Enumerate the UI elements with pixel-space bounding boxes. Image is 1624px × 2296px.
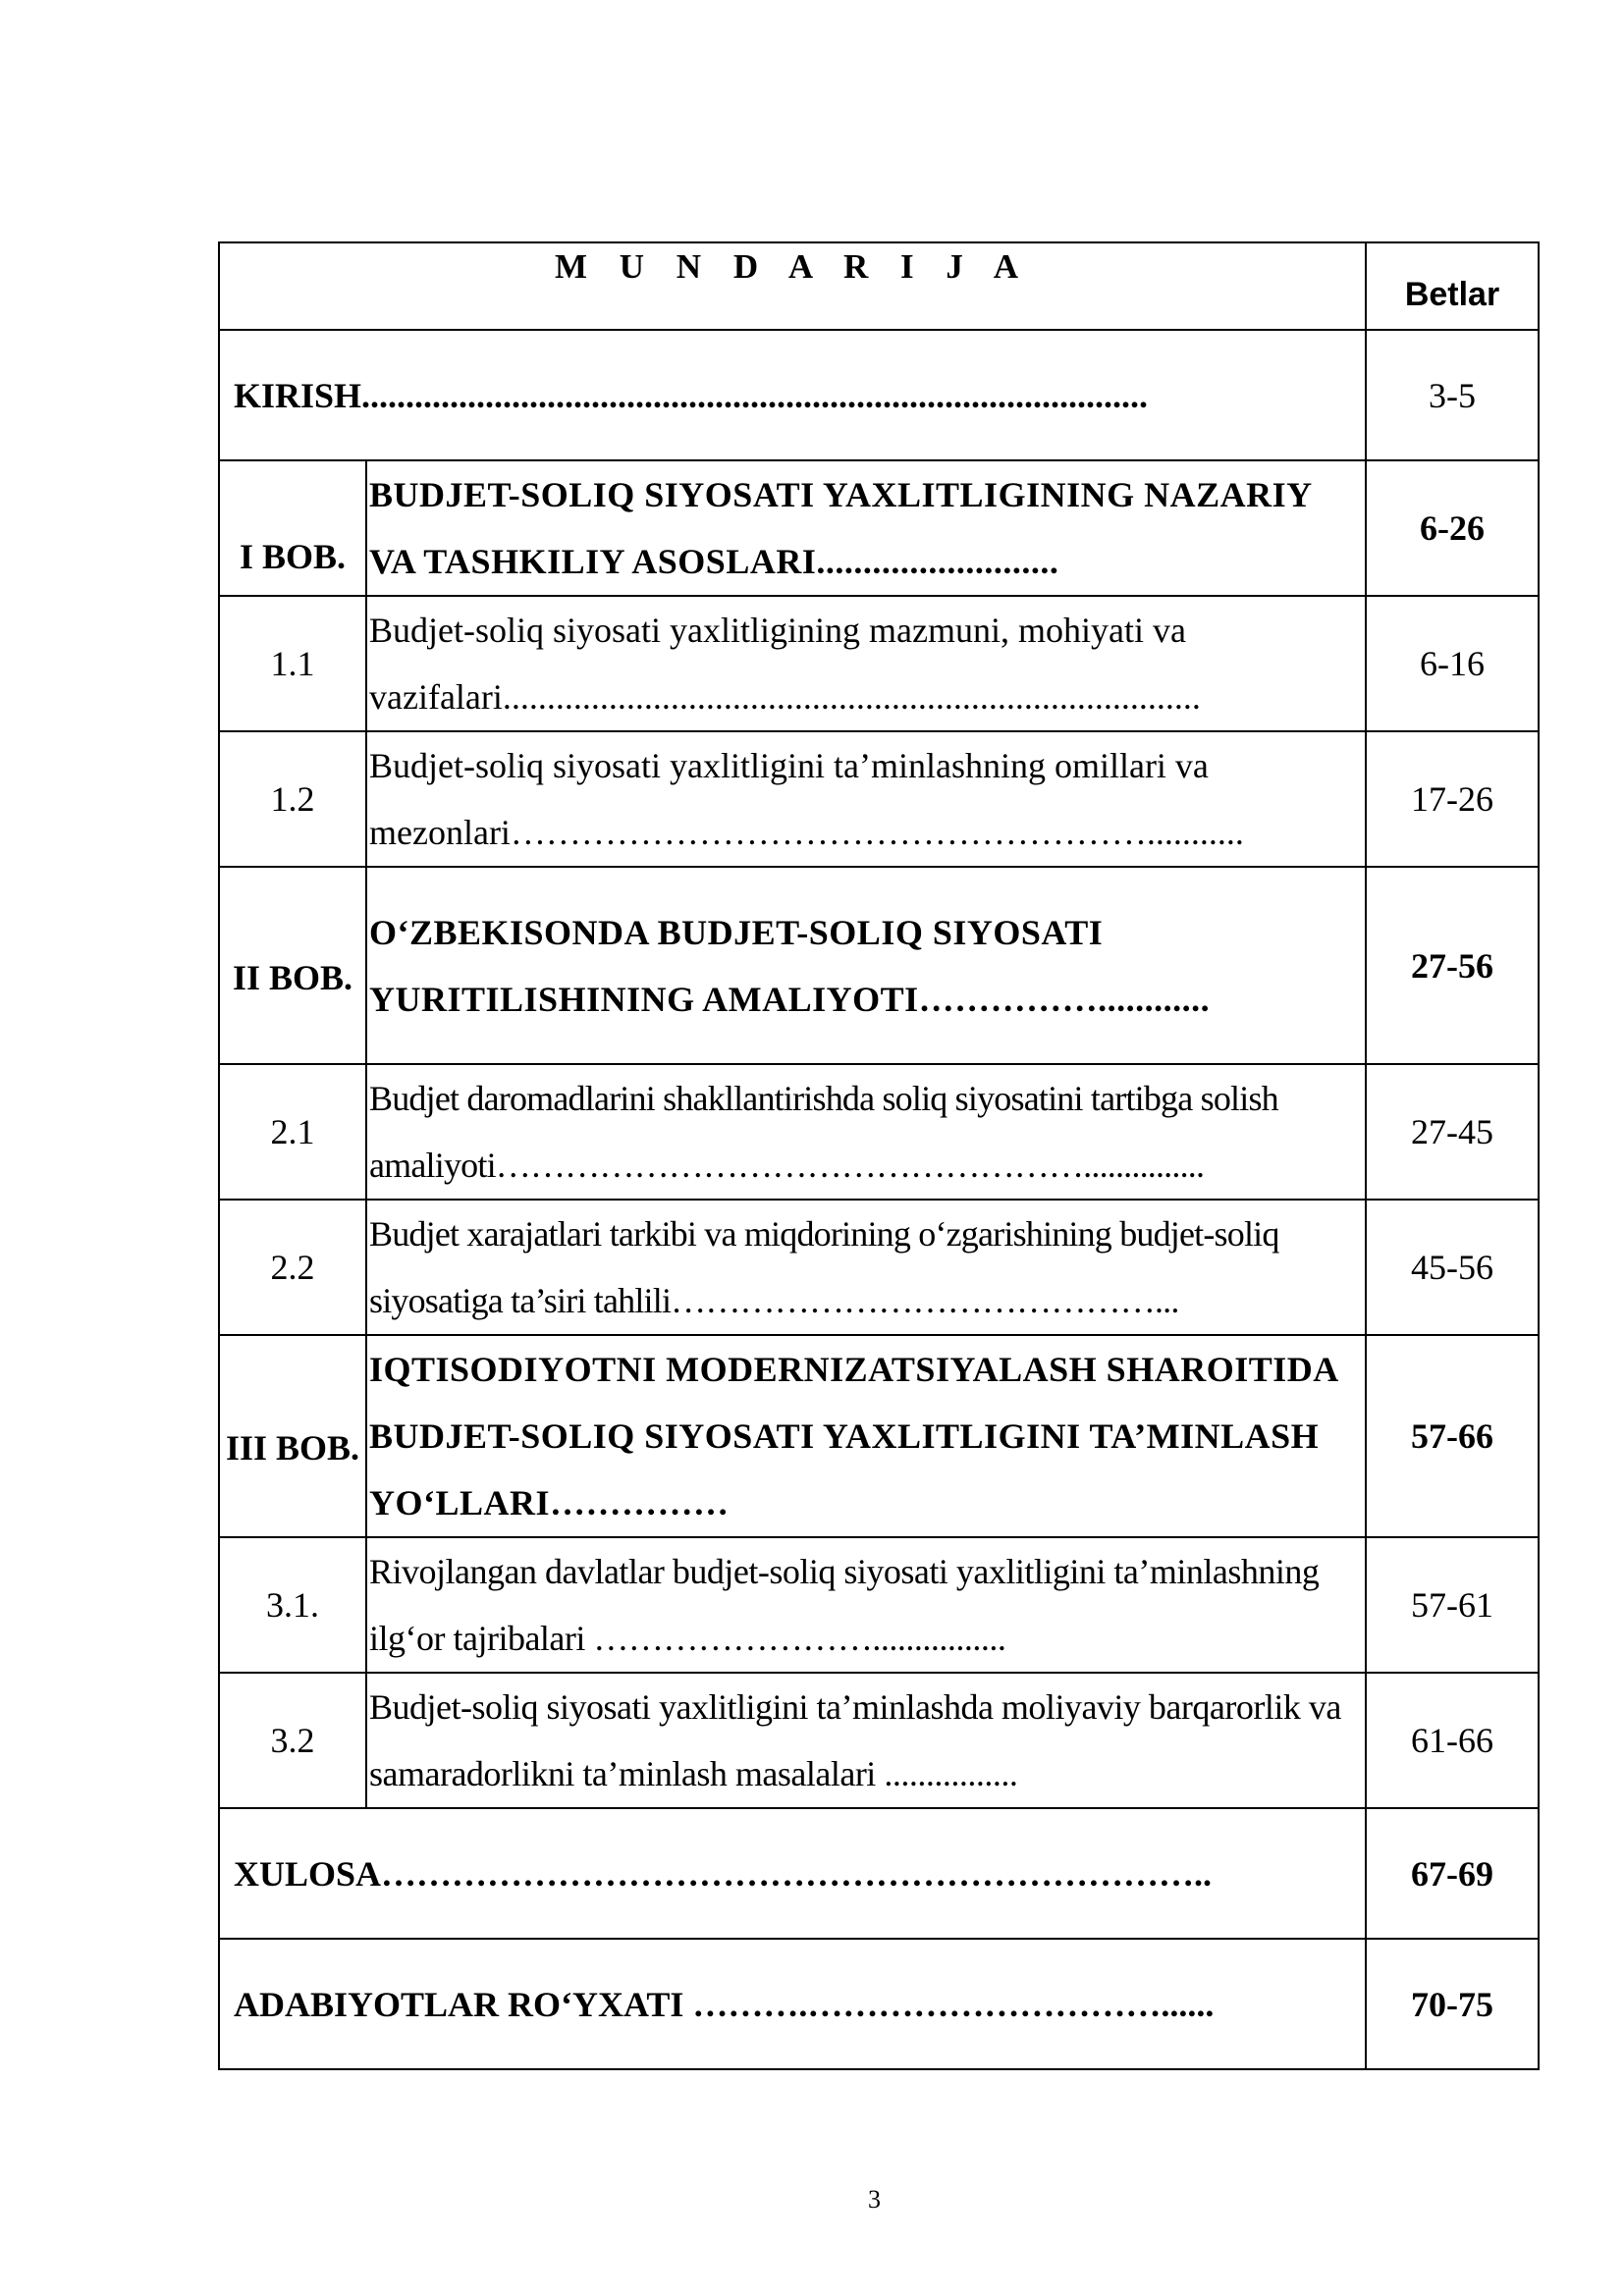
toc-row-section-1-2 [219, 731, 1539, 867]
page-number: 3 [868, 2185, 881, 2214]
toc-entry-number: 2.2 [219, 1200, 366, 1335]
toc-entry-number: I BOB. [219, 460, 366, 596]
toc-entry-title: Budjet-soliq siyosati yaxlitligining mazmuni, mohiyati va vazifalari............................................................................... [366, 596, 1366, 731]
toc-entry-title: O‘ZBEKISONDA BUDJET-SOLIQ SIYOSATI YURITILISHINING AMALIYOTI……………............ [366, 867, 1366, 1064]
toc-entry-pages: 57-61 [1366, 1537, 1539, 1673]
toc-entry-number: 3.1. [219, 1537, 366, 1673]
toc-row-chapter-3 [219, 1335, 1539, 1537]
toc-entry-number: 1.1 [219, 596, 366, 731]
toc-row-introduction [219, 330, 1539, 460]
toc-row-section-3-2 [219, 1673, 1539, 1808]
toc-entry-number: II BOB. [219, 867, 366, 1064]
toc-entry-title: ADABIYOTLAR RO‘YXATI ……….…………………………...... [219, 1939, 1366, 2069]
toc-entry-pages: 57-66 [1366, 1335, 1539, 1537]
toc-entry-number: 2.1 [219, 1064, 366, 1200]
toc-row-section-2-2 [219, 1200, 1539, 1335]
toc-heading: M U N D A R I J A [219, 242, 1366, 330]
toc-entry-number: III BOB. [219, 1335, 366, 1537]
toc-entry-title: Budjet xarajatlari tarkibi va miqdorining o‘zgarishining budjet-soliq siyosatiga ta’siri tahlili……………………………………... [366, 1200, 1366, 1335]
toc-entry-pages: 27-45 [1366, 1064, 1539, 1200]
toc-row-section-2-1 [219, 1064, 1539, 1200]
toc-entry-pages: 3-5 [1366, 330, 1539, 460]
toc-entry-title: XULOSA…………………………………………………………….. [219, 1808, 1366, 1939]
table-of-contents [218, 241, 1540, 2070]
toc-entry-pages: 6-16 [1366, 596, 1539, 731]
toc-entry-pages: 67-69 [1366, 1808, 1539, 1939]
toc-entry-title: KIRISH......................................................................................... [219, 330, 1366, 460]
toc-row-section-3-1 [219, 1537, 1539, 1673]
toc-row-chapter-1 [219, 460, 1539, 596]
toc-entry-title: Rivojlangan davlatlar budjet-soliq siyosati yaxlitligini ta’minlashning ilg‘or tajribalari ……………………................ [366, 1537, 1366, 1673]
toc-entry-title: IQTISODIYOTNI MODERNIZATSIYALASH SHAROITIDA BUDJET-SOLIQ SIYOSATI YAXLITLIGINI TA’MINLASH YO‘LLARI…………… [366, 1335, 1366, 1537]
toc-entry-pages: 6-26 [1366, 460, 1539, 596]
toc-entry-number: 1.2 [219, 731, 366, 867]
toc-row-section-1-1 [219, 596, 1539, 731]
toc-row-bibliography [219, 1939, 1539, 2069]
toc-entry-title: Budjet-soliq siyosati yaxlitligini ta’minlashda moliyaviy barqarorlik va samaradorlikni ta’minlash masalalari ................ [366, 1673, 1366, 1808]
toc-entry-title: BUDJET-SOLIQ SIYOSATI YAXLITLIGINING NAZARIY VA TASHKILIY ASOSLARI.......................... [366, 460, 1366, 596]
toc-row-conclusion [219, 1808, 1539, 1939]
toc-row-chapter-2 [219, 867, 1539, 1064]
toc-entry-title: Budjet-soliq siyosati yaxlitligini ta’minlashning omillari va mezonlari………………………………………………........... [366, 731, 1366, 867]
toc-entry-pages: 70-75 [1366, 1939, 1539, 2069]
pages-column-header: Betlar [1366, 242, 1539, 330]
toc-entry-pages: 45-56 [1366, 1200, 1539, 1335]
toc-header-row [219, 242, 1539, 330]
toc-entry-number: 3.2 [219, 1673, 366, 1808]
toc-entry-pages: 17-26 [1366, 731, 1539, 867]
toc-entry-pages: 61-66 [1366, 1673, 1539, 1808]
toc-entry-pages: 27-56 [1366, 867, 1539, 1064]
toc-entry-title: Budjet daromadlarini shakllantirishda soliq siyosatini tartibga solish amaliyoti……………………………………………............... [366, 1064, 1366, 1200]
